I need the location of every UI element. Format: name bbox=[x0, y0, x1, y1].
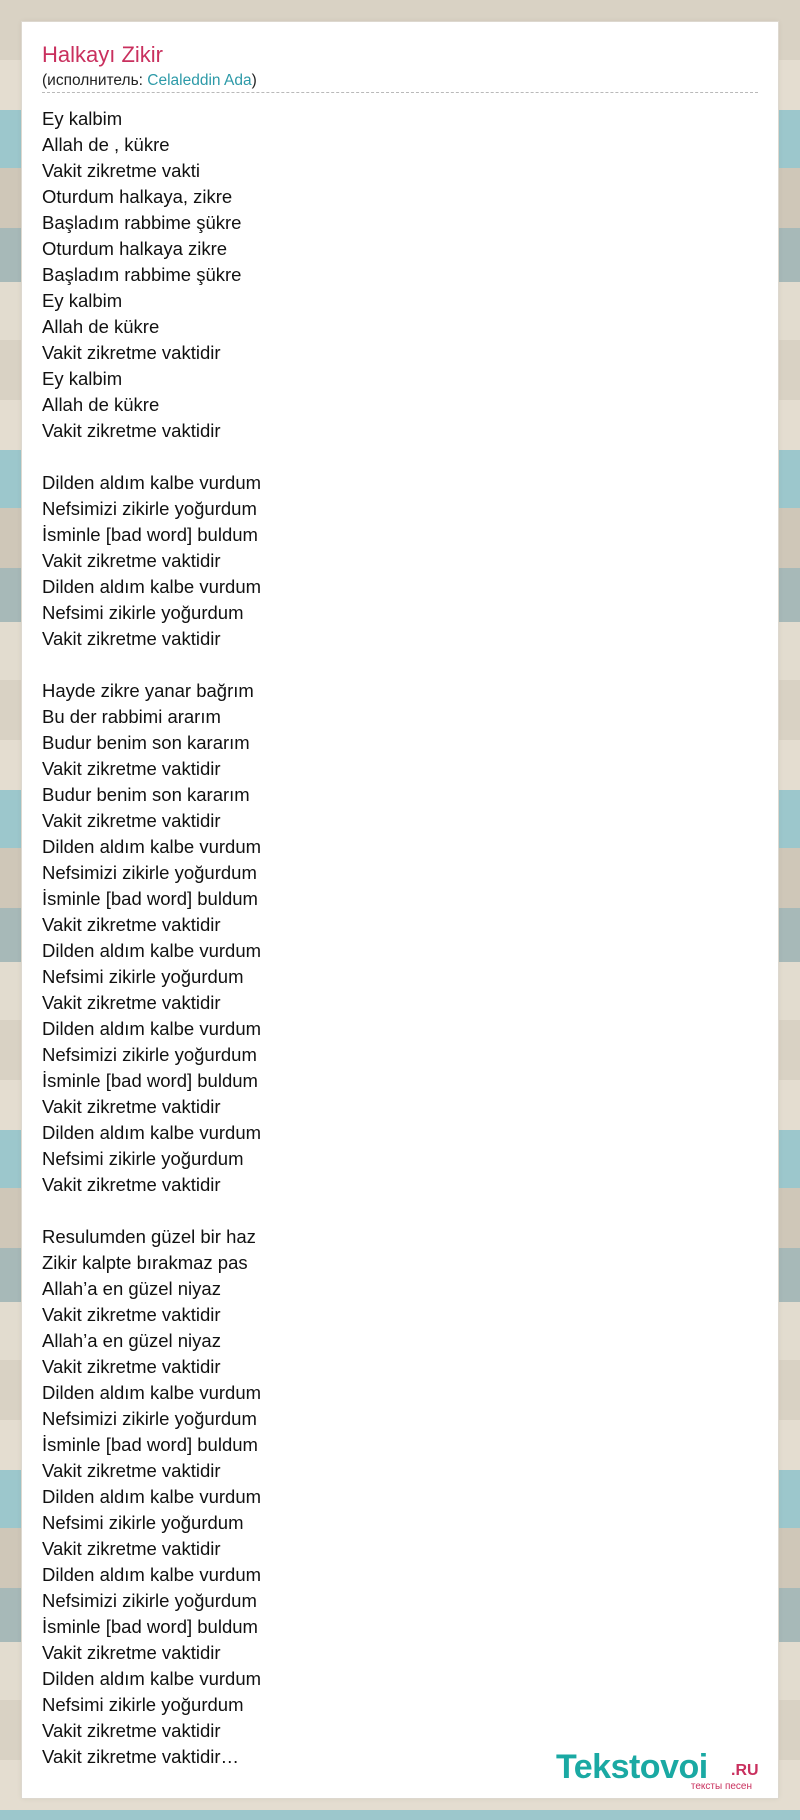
lyric-line: Vakit zikretme vaktidir bbox=[42, 1720, 221, 1741]
lyric-line: Vakit zikretme vaktidir bbox=[42, 420, 221, 441]
lyric-line: Allah de kükre bbox=[42, 316, 160, 337]
lyrics-card bbox=[22, 22, 778, 1798]
site-logo[interactable] bbox=[556, 1750, 766, 1790]
lyric-line: Vakit zikretme vaktidir bbox=[42, 628, 221, 649]
stanza-gap bbox=[42, 1198, 742, 1224]
lyric-line: Nefsimizi zikirle yoğurdum bbox=[42, 498, 257, 519]
lyric-line: Başladım rabbime şükre bbox=[42, 264, 242, 285]
lyric-line: Zikir kalpte bırakmaz pas bbox=[42, 1252, 248, 1273]
lyric-line: Vakit zikretme vaktidir bbox=[42, 342, 221, 363]
lyric-line: Vakit zikretme vaktidir… bbox=[42, 1746, 240, 1767]
lyric-line: Dilden aldım kalbe vurdum bbox=[42, 1122, 262, 1143]
lyric-line: Nefsimi zikirle yoğurdum bbox=[42, 1512, 244, 1533]
stanza-gap bbox=[42, 652, 742, 678]
lyric-line: Vakit zikretme vaktidir bbox=[42, 1460, 221, 1481]
lyric-line: İsminle [bad word] buldum bbox=[42, 524, 258, 545]
lyric-line: Nefsimizi zikirle yoğurdum bbox=[42, 1044, 257, 1065]
lyric-line: Vakit zikretme vaktidir bbox=[42, 1538, 221, 1559]
lyric-line: Vakit zikretme vaktidir bbox=[42, 810, 221, 831]
lyric-line: Vakit zikretme vaktidir bbox=[42, 758, 221, 779]
artist-link[interactable]: Celaleddin Ada bbox=[147, 72, 252, 89]
lyric-line: Allah’a en güzel niyaz bbox=[42, 1330, 221, 1351]
lyric-line: Vakit zikretme vaktidir bbox=[42, 1096, 221, 1117]
lyrics-body bbox=[42, 106, 742, 1770]
lyric-line: Dilden aldım kalbe vurdum bbox=[42, 1018, 262, 1039]
lyric-line: Nefsimizi zikirle yoğurdum bbox=[42, 1590, 257, 1611]
lyric-line: Nefsimi zikirle yoğurdum bbox=[42, 1694, 244, 1715]
lyric-line: Başladım rabbime şükre bbox=[42, 212, 242, 233]
lyric-line: İsminle [bad word] buldum bbox=[42, 1070, 258, 1091]
lyric-line: Allah de , kükre bbox=[42, 134, 170, 155]
lyric-line: Dilden aldım kalbe vurdum bbox=[42, 1382, 262, 1403]
lyric-line: Vakit zikretme vakti bbox=[42, 160, 200, 181]
lyric-line: Hayde zikre yanar bağrım bbox=[42, 680, 254, 701]
lyric-line: Vakit zikretme vaktidir bbox=[42, 1356, 221, 1377]
lyric-line: Vakit zikretme vaktidir bbox=[42, 550, 221, 571]
lyric-line: Nefsimi zikirle yoğurdum bbox=[42, 966, 244, 987]
logo-tagline: тексты песен bbox=[690, 1781, 752, 1792]
lyric-line: Nefsimizi zikirle yoğurdum bbox=[42, 1408, 257, 1429]
lyric-line: Budur benim son kararım bbox=[42, 784, 250, 805]
lyric-line: Dilden aldım kalbe vurdum bbox=[42, 576, 262, 597]
lyric-line: Vakit zikretme vaktidir bbox=[42, 992, 221, 1013]
lyric-line: Nefsimi zikirle yoğurdum bbox=[42, 602, 244, 623]
logo-tld: .RU bbox=[731, 1762, 759, 1779]
artist-line bbox=[42, 72, 257, 90]
lyric-line: Oturdum halkaya zikre bbox=[42, 238, 228, 259]
lyric-line: Dilden aldım kalbe vurdum bbox=[42, 472, 262, 493]
lyric-line: İsminle [bad word] buldum bbox=[42, 1434, 258, 1455]
lyric-line: Dilden aldım kalbe vurdum bbox=[42, 1486, 262, 1507]
lyric-line: Resulumden güzel bir haz bbox=[42, 1226, 256, 1247]
lyric-line: Oturdum halkaya, zikre bbox=[42, 186, 233, 207]
stanza-gap bbox=[42, 444, 742, 470]
lyric-line: İsminle [bad word] buldum bbox=[42, 888, 258, 909]
lyric-line: Vakit zikretme vaktidir bbox=[42, 1174, 221, 1195]
lyric-line: Dilden aldım kalbe vurdum bbox=[42, 1564, 262, 1585]
lyric-line: Vakit zikretme vaktidir bbox=[42, 1304, 221, 1325]
lyric-line: Vakit zikretme vaktidir bbox=[42, 914, 221, 935]
lyric-line: Dilden aldım kalbe vurdum bbox=[42, 940, 262, 961]
lyric-line: Dilden aldım kalbe vurdum bbox=[42, 836, 262, 857]
lyric-line: Budur benim son kararım bbox=[42, 732, 250, 753]
lyric-line: İsminle [bad word] buldum bbox=[42, 1616, 258, 1637]
lyric-line: Dilden aldım kalbe vurdum bbox=[42, 1668, 262, 1689]
title-divider bbox=[42, 92, 758, 93]
lyric-line: Bu der rabbimi ararım bbox=[42, 706, 221, 727]
song-title: Halkayı Zikir bbox=[42, 42, 164, 67]
lyric-line: Ey kalbim bbox=[42, 290, 123, 311]
artist-prefix: (исполнитель: bbox=[42, 72, 148, 89]
artist-suffix: ) bbox=[251, 72, 257, 89]
logo-name: Tekstovoi bbox=[556, 1748, 708, 1786]
lyric-line: Nefsimizi zikirle yoğurdum bbox=[42, 862, 257, 883]
lyric-line: Vakit zikretme vaktidir bbox=[42, 1642, 221, 1663]
lyric-line: Allah de kükre bbox=[42, 394, 160, 415]
lyric-line: Ey kalbim bbox=[42, 368, 123, 389]
lyric-line: Allah’a en güzel niyaz bbox=[42, 1278, 221, 1299]
lyric-line: Nefsimi zikirle yoğurdum bbox=[42, 1148, 244, 1169]
lyric-line: Ey kalbim bbox=[42, 108, 123, 129]
